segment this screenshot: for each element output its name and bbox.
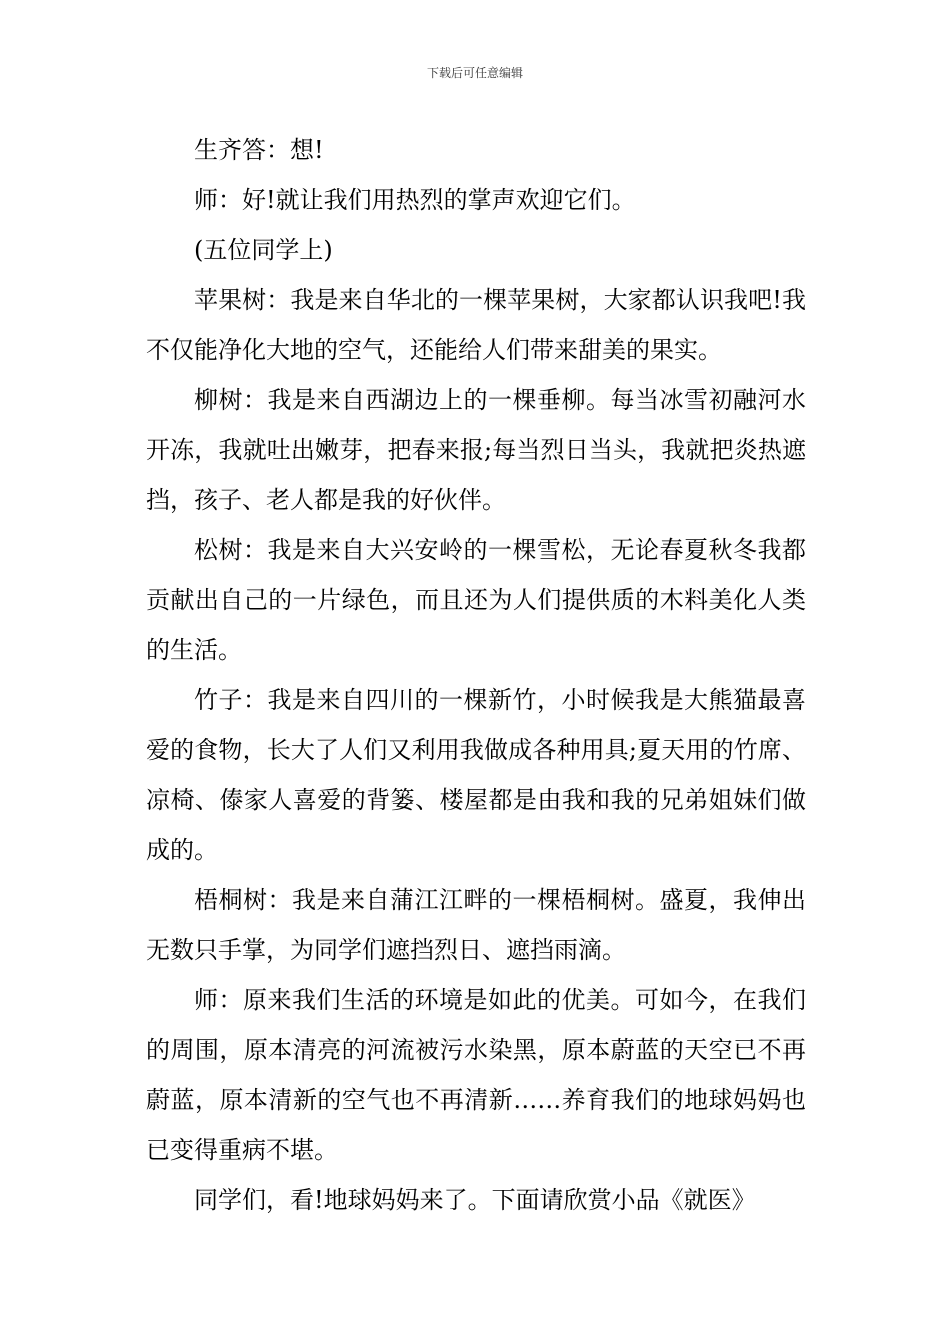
paragraph-apple-tree: 苹果树：我是来自华北的一棵苹果树，大家都认识我吧!我不仅能净化大地的空气，还能给人们带来甜美的果实。: [146, 286, 806, 364]
paragraph-stage-direction: (五位同学上): [194, 236, 333, 264]
paragraph-pine: 松树：我是来自大兴安岭的一棵雪松，无论春夏秋冬我都贡献出自己的一片绿色，而且还为人们提供质的木料美化人类的生活。: [146, 536, 806, 664]
page-header: 下载后可任意编辑: [426, 66, 523, 80]
paragraph-willow: 柳树：我是来自西湖边上的一棵垂柳。每当冰雪初融河水开冻，我就吐出嫩芽，把春来报;每当烈日当头，我就把炎热遮挡，孩子、老人都是我的好伙伴。: [146, 386, 806, 514]
paragraph-skit-intro: 同学们，看!地球妈妈来了。下面请欣赏小品《就医》: [194, 1186, 756, 1214]
document-body: [146, 125, 806, 1225]
paragraph-student-answer: 生齐答：想!: [194, 136, 324, 164]
paragraph-teacher-environment: 师：原来我们生活的环境是如此的优美。可如今，在我们的周围，原本清亮的河流被污水染黑，原本蔚蓝的天空已不再蔚蓝，原本清新的空气也不再清新……养育我们的地球妈妈也已变得重病不堪。: [146, 986, 806, 1164]
paragraph-parasol-tree: 梧桐树：我是来自蒲江江畔的一棵梧桐树。盛夏，我伸出无数只手掌，为同学们遮挡烈日、遮挡雨滴。: [146, 886, 806, 964]
paragraph-teacher-welcome: 师：好!就让我们用热烈的掌声欢迎它们。: [194, 186, 636, 214]
paragraph-bamboo: 竹子：我是来自四川的一棵新竹，小时候我是大熊猫最喜爱的食物，长大了人们又利用我做成各种用具;夏天用的竹席、凉椅、傣家人喜爱的背篓、楼屋都是由我和我的兄弟姐妹们做成的。: [146, 686, 806, 864]
